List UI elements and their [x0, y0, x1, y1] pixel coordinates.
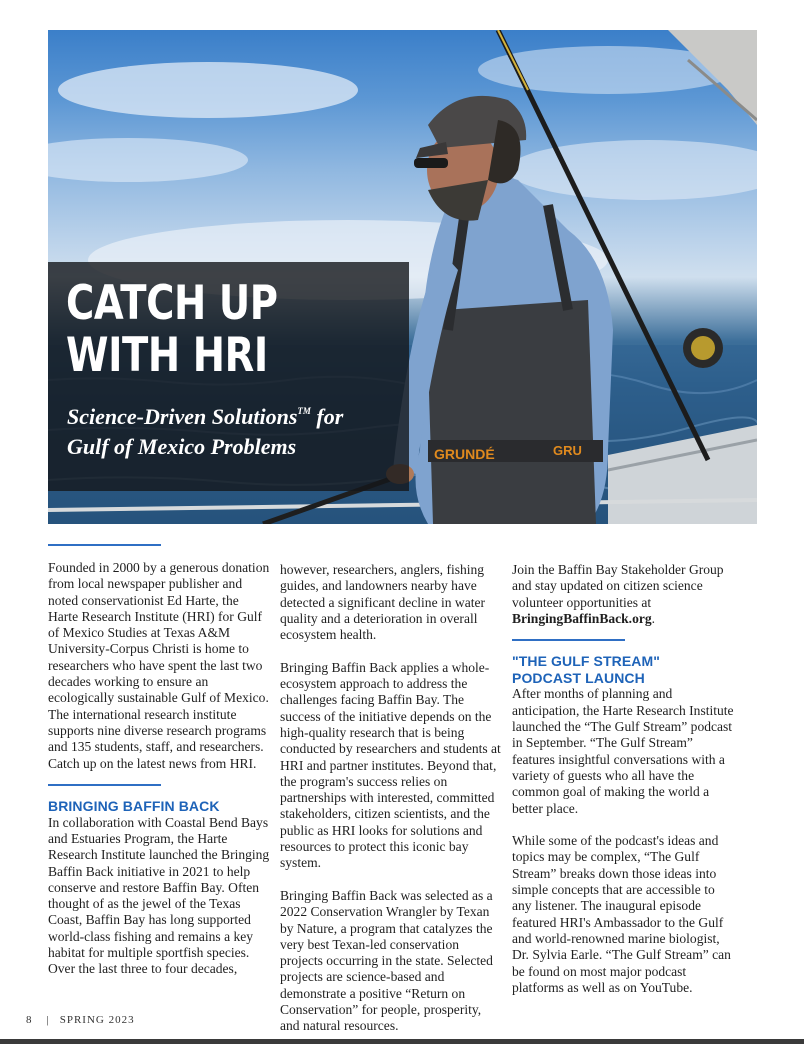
baffin-website-link[interactable]: BringingBaffinBack.org: [512, 610, 652, 626]
wader-brand-text: GRUNDÉ: [434, 446, 495, 462]
podcast-heading-line-1: "THE GULF STREAM": [512, 653, 660, 670]
podcast-paragraph-1: After months of planning and anticipation, the Harte Research Institute launched the “The Gulf Stream” podcast in September. “The Gulf Stream” features insightful conversations with a variety of guests who all have the common goal of making the world a better place.: [512, 686, 734, 816]
subtitle-text-2: for: [310, 404, 344, 429]
join-end: .: [651, 610, 656, 626]
bottom-bar: [0, 1039, 804, 1044]
baffin-paragraph-4: Bringing Baffin Back was selected as a 2022 Conservation Wrangler by Texan by Nature, a program that catalyzes the very best Texan-led conservation projects occurring in the state. Selected projects are science-based and demonstrate a positive “Return on Conservation” for people, prosperity, and natural resources.: [280, 887, 493, 1034]
page-subtitle-line-1: [67, 396, 407, 432]
section-heading-podcast: [512, 653, 734, 686]
column-2: [280, 562, 502, 1044]
baffin-paragraph-2: however, researchers, anglers, fishing guides, and landowners nearby have detected a significant decline in water quality and a deterioration in overall ecosystem health.: [280, 562, 485, 643]
subtitle-text-1: Science-Driven Solutions: [67, 404, 298, 429]
column-3: [512, 562, 734, 1012]
hero-photo: [48, 30, 757, 524]
page-title-line-1: CATCH UP: [66, 276, 278, 331]
divider-rule: [48, 544, 161, 546]
wader-brand-text-2: GRU: [553, 443, 582, 458]
divider-rule: [512, 639, 625, 641]
title-overlay: [48, 262, 409, 491]
join-paragraph: [512, 562, 734, 627]
podcast-paragraph-2: While some of the podcast's ideas and topics may be complex, “The Gulf Stream” breaks down those ideas into simple concepts that are accessible to any listener. The inaugural episode featured HRI's Ambassador to the Gulf and world-renowned marine biologist, Dr. Sylvia Earle. “The Gulf Stream” can be found on most major podcast platforms as well as on YouTube.: [512, 833, 731, 995]
page-title: [66, 278, 337, 382]
baffin-paragraph-3: Bringing Baffin Back applies a whole-ecosystem approach to address the challenges facing Baffin Bay. The success of the initiative depends on the high-quality research that is being conducted by researchers and students at HRI and partner institutes. Beyond that, the program's success relies on partnerships with interested, committed stakeholders, citizen scientists, and the public as HRI looks for solutions and resources to protect this iconic bay system.: [280, 659, 501, 871]
page-subtitle-line-2: Gulf of Mexico Problems: [67, 434, 297, 459]
baffin-paragraph-1: In collaboration with Coastal Bend Bays and Estuaries Program, the Harte Research Institute launched the Bringing Baffin Back initiative in 2021 to help conserve and restore Baffin Bay. Often thought of as the jewel of the Texas Coast, Baffin Bay has long supported world-class fishing and remains a key habitat for multiple sportfish species. Over the last three to four decades,: [48, 814, 270, 977]
page-number: 8: [26, 1014, 33, 1026]
issue-label: SPRING 2023: [59, 1014, 135, 1026]
podcast-heading-line-2: PODCAST LAUNCH: [512, 669, 645, 686]
page-title-line-2: WITH HRI: [66, 328, 268, 383]
trademark-mark: TM: [297, 406, 311, 416]
column-1: [48, 544, 270, 994]
intro-paragraph: Founded in 2000 by a generous donation from local newspaper publisher and noted conservationist Ed Harte, the Harte Research Institute (HRI) for Gulf of Mexico Studies at Texas A&M University-Corpus Christi is home to researchers who have spent the last two decades working to ensure an ecologically sustainable Gulf of Mexico. The international research institute supports nine diverse research programs and 135 students, staff, and researchers. Catch up on the latest news from HRI.: [48, 560, 270, 771]
page-footer: [26, 1014, 135, 1026]
footer-separator: |: [46, 1014, 50, 1026]
divider-rule: [48, 784, 161, 786]
section-heading-bringing-baffin-back: BRINGING BAFFIN BACK: [48, 798, 220, 815]
page-subtitle: [67, 396, 407, 462]
join-text: Join the Baffin Bay Stakeholder Group and stay updated on citizen science volunteer opportunities at: [512, 562, 724, 610]
